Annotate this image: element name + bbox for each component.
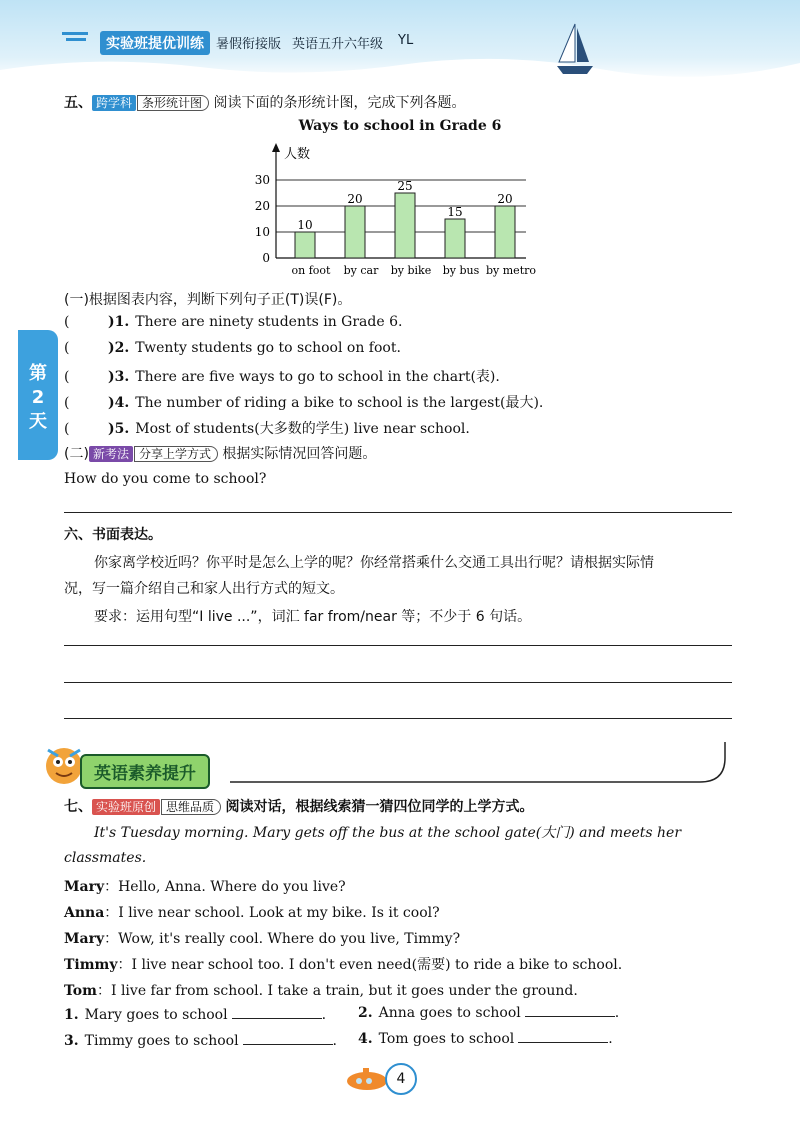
answer-prompt: Mary goes to school — [84, 1007, 228, 1023]
answer-item — [358, 1004, 619, 1021]
y-axis-label: 人数 — [284, 147, 311, 162]
speaker-colon: ： — [104, 879, 119, 895]
tf-item — [64, 340, 401, 356]
header-wave — [0, 55, 800, 85]
x-category-label: by bike — [390, 264, 432, 277]
answer-number: 4. — [358, 1031, 373, 1047]
dialogue-line — [64, 980, 578, 1000]
y-tick-label: 0 — [262, 251, 270, 265]
bar-value-label: 25 — [397, 179, 413, 193]
section7-tag-original: 实验班原创 — [92, 799, 160, 815]
subject-label: 英语五升六年级 — [292, 37, 384, 52]
part1-title: (一)根据图表内容，判断下列句子正(T)误(F)。 — [64, 292, 352, 308]
answer-period: . — [332, 1033, 337, 1049]
section7-tag-thinking: 思维品质 — [161, 799, 221, 815]
logo-icon — [62, 30, 90, 46]
answer-item — [64, 1006, 326, 1023]
answer-number: 2. — [358, 1005, 373, 1021]
tf-answer-paren[interactable]: ( — [64, 421, 70, 437]
tf-item-number: )3. — [108, 369, 130, 385]
section5-number: 五、 — [64, 95, 92, 111]
part2-heading — [64, 443, 376, 463]
banner-title: 英语素养提升 — [80, 754, 210, 789]
intro-line-1: It's Tuesday morning. Mary gets off the bus at the school gate(大门) and meets her — [94, 825, 682, 841]
bar-chart — [250, 140, 550, 280]
dialogue-line — [64, 876, 346, 896]
section5-heading — [64, 92, 465, 112]
y-tick-label: 20 — [254, 199, 270, 213]
dialogue-line — [64, 902, 440, 922]
answer-period: . — [321, 1007, 327, 1023]
speaker-colon: ： — [104, 905, 119, 921]
y-tick-label: 10 — [254, 225, 270, 239]
dialogue-text: I live near school. Look at my bike. Is it cool? — [118, 905, 440, 921]
part2-tag-share: 分享上学方式 — [134, 446, 218, 462]
dialogue-line — [64, 928, 460, 948]
writing-line-3[interactable] — [64, 718, 732, 719]
tf-item-number: )1. — [108, 314, 130, 330]
publisher-label: YL — [398, 33, 414, 48]
banner-frame — [230, 740, 730, 790]
edition-label: 暑假衔接版 — [216, 37, 282, 52]
speaker-name: Mary — [64, 879, 105, 895]
speaker-name: Mary — [64, 931, 105, 947]
section6-title: 六、书面表达。 — [64, 527, 162, 543]
x-category-label: on foot — [291, 264, 331, 277]
tf-item-text: There are ninety students in Grade 6. — [135, 314, 403, 330]
answer-prompt: Anna goes to school — [378, 1005, 521, 1021]
tf-item — [64, 392, 543, 412]
writing-line-1[interactable] — [64, 645, 732, 646]
tf-item — [64, 366, 500, 386]
answer-period: . — [608, 1031, 613, 1047]
dialogue-text: Wow, it's really cool. Where do you live, Timmy? — [118, 931, 461, 947]
page-number: 4 — [385, 1063, 417, 1095]
speaker-name: Tom — [64, 983, 97, 999]
bar-value-label: 20 — [347, 192, 363, 206]
bar-value-label: 15 — [447, 205, 463, 219]
answer-item — [358, 1030, 613, 1047]
tf-item-text: Twenty students go to school on foot. — [135, 340, 401, 356]
section6-para2: 况，写一篇介绍自己和家人出行方式的短文。 — [64, 581, 344, 597]
section7-instruction: 阅读对话，根据线索猜一猜四位同学的上学方式。 — [225, 799, 534, 815]
section6-para1: 你家离学校近吗？你平时是怎么上学的呢？你经常搭乘什么交通工具出行呢？请根据实际情 — [94, 555, 654, 571]
part2-instruction: 根据实际情况回答问题。 — [222, 446, 377, 462]
dialogue-text: I live near school too. I don't even need(需要) to ride a bike to school. — [131, 957, 623, 973]
dialogue-text: I live far from school. I take a train, but it goes under the ground. — [110, 983, 578, 999]
x-category-label: by metro — [486, 264, 536, 277]
tf-item-text: Most of students(大多数的学生) live near school. — [135, 421, 470, 437]
tf-answer-paren[interactable]: ( — [64, 395, 70, 411]
tf-item-text: There are five ways to go to school in the chart(表). — [135, 369, 500, 385]
answer-number: 1. — [64, 1007, 79, 1023]
y-axis-arrow — [272, 143, 280, 152]
answer-blank[interactable] — [243, 1032, 333, 1045]
day-tab-label: 第2天 — [29, 363, 47, 432]
tf-item-number: )5. — [108, 421, 130, 437]
section5-instruction: 阅读下面的条形统计图，完成下列各题。 — [213, 95, 466, 111]
x-category-label: by car — [343, 264, 379, 277]
section5-tag-chart: 条形统计图 — [137, 95, 209, 111]
writing-line-2[interactable] — [64, 682, 732, 683]
answer-blank[interactable] — [525, 1004, 615, 1017]
bar-value-label: 20 — [497, 192, 513, 206]
section6-requirement: 要求：运用句型“I live ...”，词汇 far from/near 等；不少于 6 句话。 — [94, 609, 532, 625]
section5-tag-cross: 跨学科 — [92, 95, 136, 111]
answer-blank[interactable] — [518, 1030, 608, 1043]
part2-prefix: (二) — [64, 446, 89, 462]
answer-item — [64, 1032, 337, 1049]
answer-blank[interactable] — [232, 1006, 322, 1019]
tf-answer-paren[interactable]: ( — [64, 314, 70, 330]
bar — [445, 219, 465, 258]
dialogue-text: Hello, Anna. Where do you live? — [118, 879, 346, 895]
speaker-colon: ： — [104, 931, 119, 947]
bar — [495, 206, 515, 258]
tf-item — [64, 314, 402, 330]
tf-item-number: )2. — [108, 340, 130, 356]
day-tab — [18, 330, 58, 460]
bar — [345, 206, 365, 258]
speaker-colon: ： — [96, 983, 111, 999]
answer-prompt: Tom goes to school — [378, 1031, 515, 1047]
tf-answer-paren[interactable]: ( — [64, 340, 70, 356]
answer-period: . — [614, 1005, 620, 1021]
tf-item — [64, 418, 470, 438]
sailboat-icon — [555, 22, 595, 78]
speaker-colon: ： — [117, 957, 132, 973]
part2-tag-new: 新考法 — [89, 446, 133, 462]
chart-title: Ways to school in Grade 6 — [298, 118, 502, 134]
submarine-icon — [345, 1066, 389, 1092]
series-title: 实验班提优训练 — [100, 31, 210, 55]
speaker-name: Anna — [64, 905, 105, 921]
tf-item-number: )4. — [108, 395, 130, 411]
bar — [295, 232, 315, 258]
y-tick-label: 30 — [254, 173, 270, 187]
speaker-name: Timmy — [64, 957, 118, 973]
tf-item-text: The number of riding a bike to school is the largest(最大). — [135, 395, 544, 411]
section7-number: 七、 — [64, 799, 92, 815]
answer-line[interactable] — [64, 512, 732, 513]
intro-line-2: classmates. — [64, 850, 147, 866]
section7-heading — [64, 796, 533, 816]
tf-answer-paren[interactable]: ( — [64, 369, 70, 385]
answer-prompt: Timmy goes to school — [84, 1033, 239, 1049]
dialogue-line — [64, 954, 622, 974]
bar-value-label: 10 — [297, 218, 313, 232]
bar — [395, 193, 415, 258]
x-category-label: by bus — [442, 264, 480, 277]
answer-number: 3. — [64, 1033, 79, 1049]
question-text: How do you come to school? — [64, 471, 267, 487]
